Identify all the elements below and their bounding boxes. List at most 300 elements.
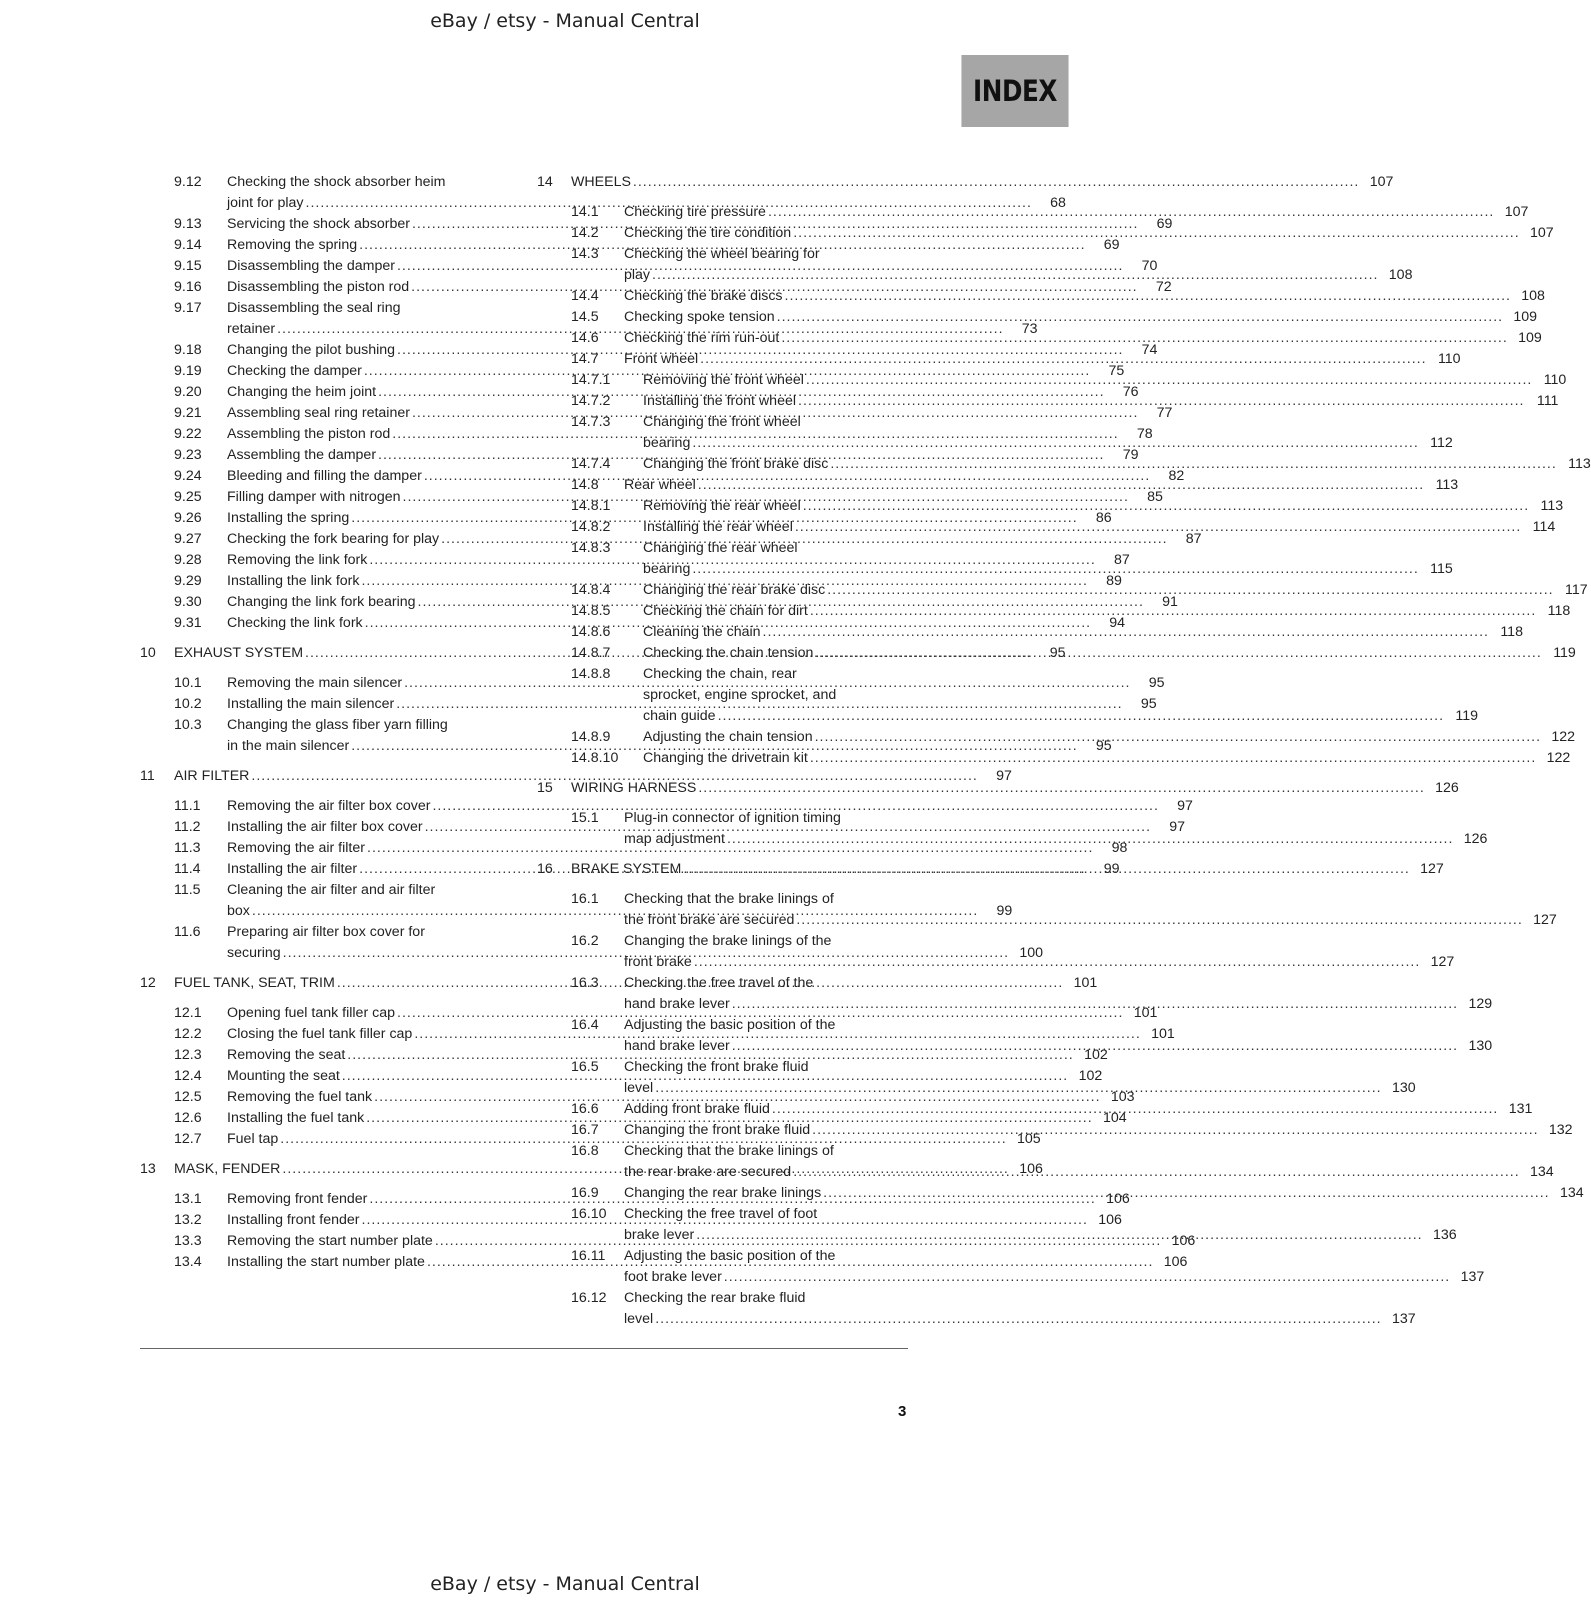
entry-title: chain guide — [643, 708, 716, 724]
entry-number: 9.17 — [174, 300, 202, 316]
entry-title-line2: sprocket, engine sprocket, and — [643, 687, 837, 703]
entry-number: 16.1 — [571, 891, 599, 907]
entry-number: 14.8.3 — [571, 540, 611, 556]
entry-number: 16.2 — [571, 933, 599, 949]
entry-page: 109 — [1513, 309, 1538, 325]
entry-page: 73 — [1021, 321, 1038, 337]
entry-title: Removing the rear wheel — [643, 498, 801, 514]
dot-leader — [692, 433, 1418, 454]
entry-number: 13.3 — [174, 1233, 202, 1249]
entry-page: 111 — [1536, 393, 1559, 409]
entry-number: 9.23 — [174, 447, 202, 463]
entry-number: 9.29 — [174, 573, 202, 589]
entry-page: 103 — [1110, 1089, 1135, 1105]
entry-title: Removing the fuel tank — [227, 1089, 373, 1105]
entry-title: Checking tire pressure — [624, 204, 766, 220]
dot-leader — [718, 706, 1444, 727]
entry-title: hand brake lever — [624, 1038, 730, 1054]
entry-page: 91 — [1162, 594, 1178, 610]
dot-leader — [830, 454, 1556, 475]
dot-leader — [823, 1183, 1549, 1204]
entry-page: 101 — [1133, 1005, 1158, 1021]
entry-title: Mounting the seat — [227, 1068, 340, 1084]
entry-title: Removing the spring — [227, 237, 358, 253]
page-number: 3 — [898, 1403, 907, 1420]
entry-page: 134 — [1559, 1185, 1584, 1201]
entry-page: 137 — [1460, 1269, 1485, 1285]
entry-title: Removing the start number plate — [227, 1233, 433, 1249]
entry-page: 118 — [1547, 603, 1571, 619]
dot-leader — [692, 559, 1418, 580]
entry-title: Fuel tap — [227, 1131, 279, 1147]
entry-page: 130 — [1391, 1080, 1416, 1096]
entry-page: 105 — [1017, 1131, 1041, 1147]
entry-page: 126 — [1463, 831, 1488, 847]
entry-page: 102 — [1078, 1068, 1103, 1084]
entry-number: 13.2 — [174, 1212, 202, 1228]
entry-number: 9.19 — [174, 363, 202, 379]
entry-number: 13.4 — [174, 1254, 202, 1270]
chapter-number: 13 — [140, 1161, 156, 1177]
entry-number: 9.13 — [174, 216, 202, 232]
entry-page: 104 — [1103, 1110, 1127, 1126]
entry-number: 9.20 — [174, 384, 202, 400]
entry-number: 14.7.4 — [571, 456, 611, 472]
entry-page: 107 — [1504, 204, 1529, 220]
entry-title: box — [227, 903, 250, 919]
entry-page: 69 — [1156, 216, 1173, 232]
entry-title: Servicing the shock absorber — [227, 216, 410, 232]
entry-number: 14.8.4 — [571, 582, 611, 598]
entry-number: 14.8.2 — [571, 519, 611, 535]
entry-title: Checking the chain for dirt — [643, 603, 808, 619]
entry-number: 14.8.5 — [571, 603, 611, 619]
entry-number: 9.22 — [174, 426, 202, 442]
entry-page: 132 — [1548, 1122, 1573, 1138]
entry-page: 100 — [1019, 945, 1044, 961]
entry-page: 108 — [1521, 288, 1545, 304]
entry-page: 113 — [1435, 477, 1459, 493]
toc-chapter[interactable] — [537, 778, 1459, 799]
entry-title: Changing the drivetrain kit — [643, 750, 808, 766]
entry-page: 89 — [1106, 573, 1122, 589]
entry-title: Checking the rim run-out — [624, 330, 780, 346]
entry-number: 16.5 — [571, 1059, 599, 1075]
entry-page: 75 — [1108, 363, 1125, 379]
entry-title: Installing front fender — [227, 1212, 360, 1228]
entry-number: 9.15 — [174, 258, 202, 274]
entry-page: 94 — [1109, 615, 1126, 631]
entry-title: in the main silencer — [227, 738, 350, 754]
dot-leader — [694, 952, 1420, 973]
entry-title: Installing the rear wheel — [643, 519, 793, 535]
entry-page: 122 — [1551, 729, 1576, 745]
entry-title: Opening fuel tank filler cap — [227, 1005, 395, 1021]
entry-number: 9.14 — [174, 237, 202, 253]
dot-leader — [698, 778, 1424, 799]
entry-page: 78 — [1136, 426, 1153, 442]
entry-number: 12.5 — [174, 1089, 202, 1105]
entry-title-line1: Checking the free travel of the — [624, 975, 814, 991]
entry-number: 15.1 — [571, 810, 599, 826]
entry-page: 79 — [1122, 447, 1139, 463]
chapter-number: 11 — [140, 768, 155, 784]
entry-number: 12.4 — [174, 1068, 202, 1084]
entry-title: bearing — [643, 561, 691, 577]
entry-title-line1: Checking the front brake fluid — [624, 1059, 809, 1075]
entry-title: Installing the fuel tank — [227, 1110, 365, 1126]
entry-number: 9.16 — [174, 279, 202, 295]
entry-page: 99 — [996, 903, 1013, 919]
entry-title: hand brake lever — [624, 996, 730, 1012]
entry-page: 129 — [1468, 996, 1493, 1012]
chapter-page: 126 — [1435, 780, 1459, 796]
entry-page: 119 — [1553, 645, 1576, 661]
entry-title: securing — [227, 945, 281, 961]
entry-number: 16.10 — [571, 1206, 607, 1222]
entry-number: 12.7 — [174, 1131, 202, 1147]
entry-title: joint for play — [227, 195, 304, 211]
entry-title: Disassembling the damper — [227, 258, 395, 274]
entry-title: Disassembling the piston rod — [227, 279, 410, 295]
entry-number: 9.28 — [174, 552, 202, 568]
entry-page: 95 — [1095, 738, 1112, 754]
entry-number: 14.7 — [571, 351, 599, 367]
dot-leader — [655, 1078, 1381, 1099]
entry-title-line1: Changing the glass fiber yarn filling — [227, 717, 448, 733]
entry-number: 9.25 — [174, 489, 202, 505]
chapter-title: MASK, FENDER — [174, 1161, 281, 1177]
entry-title: Installing the main silencer — [227, 696, 395, 712]
entry-title-line1: Checking that the brake linings of — [624, 1143, 834, 1159]
entry-number: 9.26 — [174, 510, 202, 526]
entry-title: Bleeding and filling the damper — [227, 468, 422, 484]
entry-page: 127 — [1430, 954, 1455, 970]
entry-title: front brake — [624, 954, 692, 970]
entry-number: 14.8.7 — [571, 645, 611, 661]
watermark-bottom: eBay / etsy - Manual Central — [430, 1573, 700, 1595]
entry-number: 14.8.8 — [571, 666, 611, 682]
entry-number: 16.4 — [571, 1017, 599, 1033]
entry-page: 112 — [1430, 435, 1453, 451]
entry-page: 114 — [1532, 519, 1556, 535]
entry-page: 76 — [1122, 384, 1139, 400]
entry-title-line1: Disassembling the seal ring — [227, 300, 401, 316]
entry-page: 107 — [1529, 225, 1554, 241]
entry-number: 13.1 — [174, 1191, 202, 1207]
entry-number: 14.2 — [571, 225, 599, 241]
toc-entry[interactable] — [537, 748, 1571, 769]
entry-page: 99 — [1103, 861, 1120, 877]
entry-title: Installing the link fork — [227, 573, 360, 589]
chapter-number: 15 — [537, 780, 553, 796]
entry-page: 70 — [1141, 258, 1158, 274]
entry-page: 102 — [1084, 1047, 1108, 1063]
dot-leader — [732, 1036, 1458, 1057]
dot-leader — [812, 1120, 1538, 1141]
dot-leader — [777, 307, 1503, 328]
dot-leader — [810, 601, 1536, 622]
entry-page: 77 — [1156, 405, 1173, 421]
entry-page: 115 — [1430, 561, 1453, 577]
entry-page: 134 — [1529, 1164, 1554, 1180]
entry-page: 113 — [1568, 456, 1591, 472]
chapter-page: 107 — [1369, 174, 1394, 190]
entry-title: Checking spoke tension — [624, 309, 775, 325]
entry-title: Removing the front wheel — [643, 372, 804, 388]
entry-number: 10.3 — [174, 717, 202, 733]
entry-title: Assembling the piston rod — [227, 426, 391, 442]
entry-page: 110 — [1543, 372, 1567, 388]
entry-title-line1: Checking the shock absorber heim — [227, 174, 446, 190]
chapter-title: FUEL TANK, SEAT, TRIM — [174, 975, 335, 991]
entry-number: 16.9 — [571, 1185, 599, 1201]
entry-page: 131 — [1508, 1101, 1533, 1117]
entry-page: 69 — [1103, 237, 1120, 253]
entry-number: 14.7.3 — [571, 414, 611, 430]
entry-title-line1: Cleaning the air filter and air filter — [227, 882, 436, 898]
entry-number: 9.18 — [174, 342, 202, 358]
entry-page: 106 — [1171, 1233, 1196, 1249]
entry-page: 74 — [1141, 342, 1158, 358]
entry-title: retainer — [227, 321, 276, 337]
entry-page: 137 — [1391, 1311, 1416, 1327]
entry-title: Changing the rear brake linings — [624, 1185, 822, 1201]
entry-number: 16.6 — [571, 1101, 599, 1117]
entry-number: 14.3 — [571, 246, 599, 262]
chapter-page: 101 — [1073, 975, 1098, 991]
entry-number: 10.1 — [174, 675, 202, 691]
entry-number: 16.11 — [571, 1248, 606, 1264]
entry-page: 122 — [1546, 750, 1571, 766]
entry-title-line1: Changing the brake linings of the — [624, 933, 832, 949]
dot-leader — [655, 1309, 1381, 1330]
dot-leader — [793, 1162, 1519, 1183]
entry-title: Checking the brake discs — [624, 288, 783, 304]
entry-title: foot brake lever — [624, 1269, 722, 1285]
entry-number: 9.31 — [174, 615, 202, 631]
chapter-title: AIR FILTER — [174, 768, 250, 784]
toc-entry[interactable] — [537, 307, 1538, 328]
entry-title: Adjusting the chain tension — [643, 729, 813, 745]
entry-page: 108 — [1388, 267, 1413, 283]
entry-page: 110 — [1437, 351, 1461, 367]
dot-leader — [781, 328, 1507, 349]
entry-title-line1: Checking the rear brake fluid — [624, 1290, 806, 1306]
entry-number: 14.1 — [571, 204, 599, 220]
entry-title: Removing front fender — [227, 1191, 368, 1207]
entry-number: 12.1 — [174, 1005, 202, 1021]
dot-leader — [633, 172, 1359, 193]
dot-leader — [827, 580, 1553, 601]
entry-number: 12.3 — [174, 1047, 202, 1063]
entry-title-line1: Adjusting the basic position of the — [624, 1017, 836, 1033]
entry-title: Checking the chain tension — [643, 645, 814, 661]
dot-leader — [798, 391, 1524, 412]
entry-page: 109 — [1518, 330, 1542, 346]
entry-title: Closing the fuel tank filler cap — [227, 1026, 413, 1042]
entry-title: Assembling seal ring retainer — [227, 405, 410, 421]
entry-title-line1: Plug-in connector of ignition timing — [624, 810, 841, 826]
entry-page: 118 — [1500, 624, 1523, 640]
entry-number: 14.8.10 — [571, 750, 619, 766]
entry-title: bearing — [643, 435, 691, 451]
chapter-page: 97 — [996, 768, 1012, 784]
entry-number: 16.12 — [571, 1290, 607, 1306]
entry-page: 106 — [1098, 1212, 1122, 1228]
entry-number: 14.8.9 — [571, 729, 611, 745]
entry-page: 136 — [1432, 1227, 1457, 1243]
entry-number: 12.2 — [174, 1026, 202, 1042]
entry-page: 97 — [1169, 819, 1186, 835]
entry-number: 14.8.1 — [571, 498, 611, 514]
entry-title: map adjustment — [624, 831, 725, 847]
entry-page: 85 — [1147, 489, 1163, 505]
entry-page: 86 — [1095, 510, 1112, 526]
entry-number: 9.27 — [174, 531, 202, 547]
dot-leader — [683, 859, 1409, 880]
entry-number: 11.6 — [174, 924, 201, 940]
entry-number: 16.7 — [571, 1122, 599, 1138]
entry-page: 97 — [1177, 798, 1193, 814]
entry-title: Removing the link fork — [227, 552, 368, 568]
chapter-title: BRAKE SYSTEM — [571, 861, 682, 877]
dot-leader — [785, 286, 1511, 307]
dot-leader — [727, 829, 1453, 850]
entry-number: 14.7.2 — [571, 393, 611, 409]
entry-number: 11.1 — [174, 798, 201, 814]
entry-title: Changing the heim joint — [227, 384, 377, 400]
toc-entry[interactable] — [140, 796, 1193, 817]
entry-title: Removing the air filter box cover — [227, 798, 431, 814]
entry-title: level — [624, 1311, 654, 1327]
entry-number: 16.8 — [571, 1143, 599, 1159]
entry-title: Installing the air filter box cover — [227, 819, 423, 835]
entry-number: 9.30 — [174, 594, 202, 610]
entry-title: Checking the tire condition — [624, 225, 792, 241]
entry-title-line1: Changing the front wheel — [643, 414, 801, 430]
entry-title: Installing the air filter — [227, 861, 358, 877]
entry-page: 87 — [1114, 552, 1130, 568]
entry-title: level — [624, 1080, 654, 1096]
entry-number: 11.5 — [174, 882, 201, 898]
entry-title: Removing the main silencer — [227, 675, 403, 691]
entry-number: 14.7.1 — [571, 372, 611, 388]
entry-page: 95 — [1148, 675, 1165, 691]
entry-title: brake lever — [624, 1227, 695, 1243]
toc-chapter[interactable] — [537, 172, 1394, 193]
entry-page: 87 — [1185, 531, 1202, 547]
entry-title: the rear brake are secured — [624, 1164, 792, 1180]
dot-leader — [698, 475, 1424, 496]
entry-number: 10.2 — [174, 696, 202, 712]
entry-title: play — [624, 267, 651, 283]
entry-title: Cleaning the chain — [643, 624, 761, 640]
dot-leader — [700, 349, 1426, 370]
entry-page: 130 — [1468, 1038, 1493, 1054]
chapter-title: WHEELS — [571, 174, 631, 190]
entry-page: 95 — [1140, 696, 1157, 712]
entry-title: Installing the start number plate — [227, 1254, 425, 1270]
dot-leader — [652, 265, 1378, 286]
entry-page: 113 — [1540, 498, 1564, 514]
toc-entry[interactable] — [537, 1288, 1416, 1330]
dot-leader — [772, 1099, 1498, 1120]
entry-number: 11.4 — [174, 861, 201, 877]
entry-number: 14.8.6 — [571, 624, 611, 640]
chapter-number: 10 — [140, 645, 156, 661]
chapter-page: 106 — [1019, 1161, 1043, 1177]
dot-leader — [815, 727, 1541, 748]
entry-title-line1: Adjusting the basic position of the — [624, 1248, 836, 1264]
entry-number: 11.3 — [174, 840, 201, 856]
dot-leader — [763, 622, 1489, 643]
entry-title: Installing the spring — [227, 510, 350, 526]
entry-title-line1: Checking the chain, rear — [643, 666, 797, 682]
entry-number: 14.4 — [571, 288, 599, 304]
entry-number: 16.3 — [571, 975, 599, 991]
entry-title: the front brake are secured — [624, 912, 795, 928]
dot-leader — [732, 994, 1458, 1015]
watermark-top: eBay / etsy - Manual Central — [430, 10, 700, 32]
entry-title: Adding front brake fluid — [624, 1101, 770, 1117]
entry-title: Checking the fork bearing for play — [227, 531, 440, 547]
entry-number: 11.2 — [174, 819, 201, 835]
dot-leader — [768, 202, 1494, 223]
entry-number: 14.6 — [571, 330, 599, 346]
entry-page: 98 — [1111, 840, 1128, 856]
chapter-title: EXHAUST SYSTEM — [174, 645, 304, 661]
entry-number: 9.24 — [174, 468, 202, 484]
entry-page: 106 — [1106, 1191, 1130, 1207]
entry-page: 117 — [1565, 582, 1588, 598]
entry-title: Changing the rear brake disc — [643, 582, 826, 598]
chapter-number: 14 — [537, 174, 553, 190]
index-tab: INDEX — [961, 55, 1068, 127]
entry-title-line1: Checking that the brake linings of — [624, 891, 834, 907]
footer-divider — [140, 1348, 908, 1349]
dot-leader — [793, 223, 1519, 244]
entry-page: 72 — [1155, 279, 1172, 295]
dot-leader — [810, 748, 1536, 769]
entry-number: 9.12 — [174, 174, 202, 190]
entry-page: 68 — [1050, 195, 1066, 211]
chapter-page: 95 — [1049, 645, 1066, 661]
entry-page: 127 — [1533, 912, 1557, 928]
entry-number: 12.6 — [174, 1110, 202, 1126]
chapter-number: 12 — [140, 975, 156, 991]
dot-leader — [803, 496, 1529, 517]
dot-leader — [806, 370, 1532, 391]
entry-title: Changing the pilot bushing — [227, 342, 396, 358]
entry-title-line1: Checking the wheel bearing for — [624, 246, 820, 262]
entry-title: Changing the link fork bearing — [227, 594, 416, 610]
dot-leader — [815, 643, 1541, 664]
entry-title: Checking the link fork — [227, 615, 363, 631]
entry-title: Removing the seat — [227, 1047, 346, 1063]
entry-number: 14.5 — [571, 309, 599, 325]
toc-chapter[interactable] — [140, 766, 1012, 787]
entry-title: Assembling the damper — [227, 447, 377, 463]
entry-page: 119 — [1455, 708, 1479, 724]
entry-page: 106 — [1163, 1254, 1188, 1270]
chapter-page: 127 — [1420, 861, 1444, 877]
entry-title: Installing the front wheel — [643, 393, 797, 409]
entry-title: Removing the air filter — [227, 840, 365, 856]
dot-leader — [696, 1225, 1422, 1246]
entry-title: Filling damper with nitrogen — [227, 489, 401, 505]
dot-leader — [796, 910, 1522, 931]
